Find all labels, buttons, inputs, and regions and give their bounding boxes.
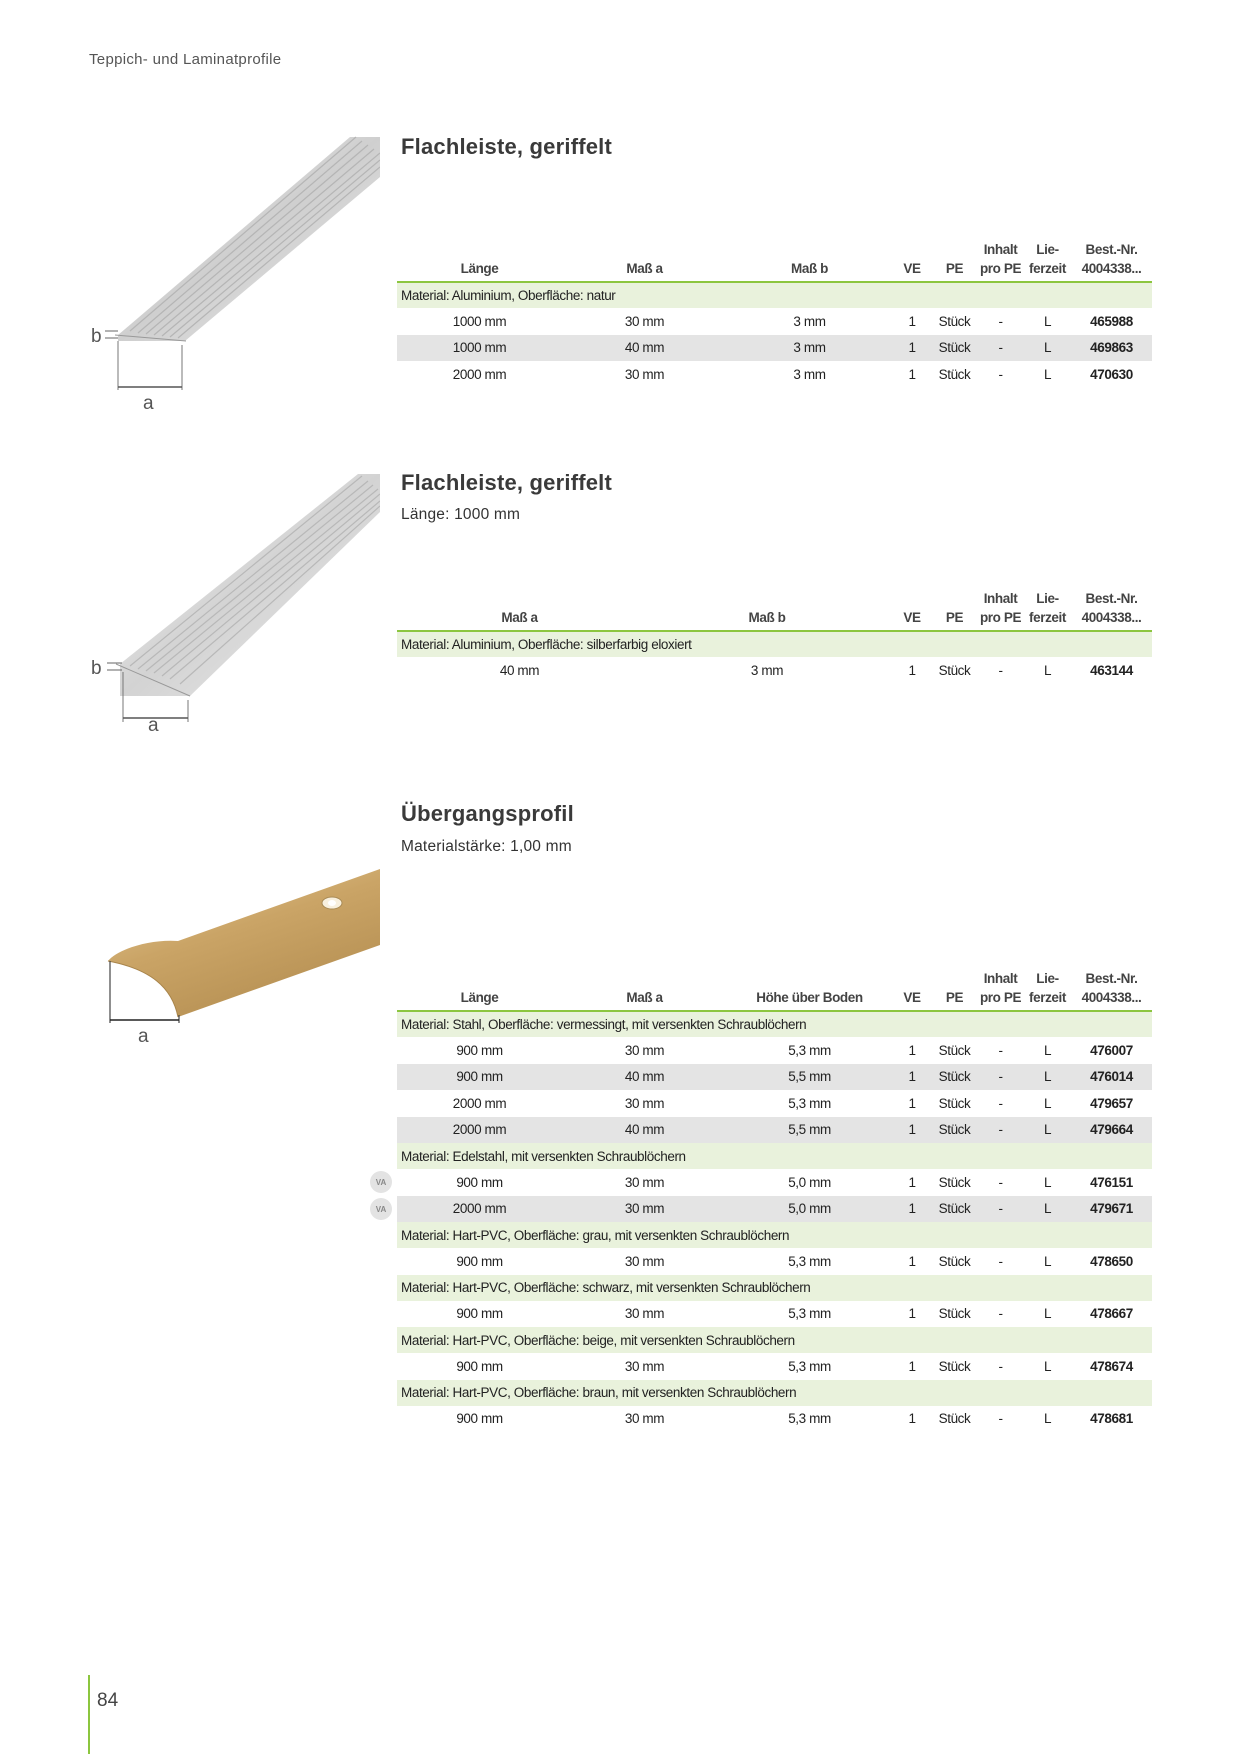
va-badge: VA <box>370 1171 392 1193</box>
dim-label-b: b <box>91 326 102 347</box>
table-row: 900 mm 30 mm 5,3 mm 1 Stück - L 478650 <box>456 1253 1133 1269</box>
col-mass-a: Maß a <box>562 969 727 1011</box>
material-row: Material: Aluminium, Oberfläche: silberfarbig eloxiert <box>397 631 1152 657</box>
material-row: Material: Edelstahl, mit versenkten Schraublöchern <box>397 1143 1152 1169</box>
table-row: 1000 mm 40 mm 3 mm 1 Stück - L 469863 <box>397 335 1152 362</box>
dim-label-b: b <box>91 658 102 679</box>
product-subtitle: Materialstärke: 1,00 mm <box>401 838 572 855</box>
material-row: Material: Hart-PVC, Oberfläche: braun, mit versenkten Schraublöchern <box>397 1380 1152 1406</box>
material-row: Material: Stahl, Oberfläche: vermessingt, mit versenkten Schraublöchern <box>397 1011 1152 1037</box>
col-ve: VE <box>892 240 932 282</box>
col-best-nr: Best.-Nr. 4004338... <box>1071 589 1152 631</box>
table-row: 900 mm 30 mm 5,0 mm 1 Stück - L 476151 <box>456 1174 1133 1190</box>
table-row: 2000 mm 40 mm 5,5 mm 1 Stück - L 479664 <box>397 1117 1152 1144</box>
product-title: Übergangsprofil <box>401 801 574 826</box>
table-row: 900 mm 40 mm 5,5 mm 1 Stück - L 476014 <box>397 1064 1152 1091</box>
col-laenge: Länge <box>397 969 562 1011</box>
col-mass-a: Maß a <box>562 240 727 282</box>
table-row: 900 mm 30 mm 5,3 mm 1 Stück - L 478674 <box>456 1358 1133 1374</box>
product-title: Flachleiste, geriffelt <box>401 470 613 495</box>
spec-table <box>397 240 1152 388</box>
col-inhalt: Inhalt pro PE <box>977 969 1024 1011</box>
dim-label-a: a <box>138 1026 149 1045</box>
table-row: 2000 mm 30 mm 3 mm 1 Stück - L 470630 <box>452 366 1133 382</box>
table-row: 1000 mm 30 mm 3 mm 1 Stück - L 465988 <box>452 313 1133 329</box>
page-number: 84 <box>97 1690 119 1711</box>
col-lieferzeit: Lie- ferzeit <box>1024 240 1071 282</box>
material-row: Material: Hart-PVC, Oberfläche: schwarz, mit versenkten Schraublöchern <box>397 1275 1152 1301</box>
col-best-nr: Best.-Nr. 4004338... <box>1071 240 1152 282</box>
col-pe: PE <box>932 969 977 1011</box>
product-subtitle: Länge: 1000 mm <box>401 506 521 523</box>
material-row: Material: Aluminium, Oberfläche: natur <box>397 282 1152 308</box>
va-badge: VA <box>370 1198 392 1220</box>
col-mass-a: Maß a <box>397 589 642 631</box>
table-row: 900 mm 30 mm 5,3 mm 1 Stück - L 478681 <box>456 1411 1133 1427</box>
table-row: 900 mm 30 mm 5,3 mm 1 Stück - L 476007 <box>456 1042 1133 1058</box>
product-title: Flachleiste, geriffelt <box>401 134 613 159</box>
col-inhalt: Inhalt pro PE <box>977 240 1024 282</box>
col-best-nr: Best.-Nr. 4004338... <box>1071 969 1152 1011</box>
col-laenge: Länge <box>397 240 562 282</box>
spec-table <box>397 589 1152 684</box>
table-row: 900 mm 30 mm 5,3 mm 1 Stück - L 478667 <box>456 1306 1133 1322</box>
col-hoehe: Höhe über Boden <box>727 969 892 1011</box>
running-head: Teppich- und Laminatprofile <box>89 51 282 68</box>
page-number-rule <box>88 1675 90 1754</box>
product-image-flachleiste-eloxiert <box>90 472 380 747</box>
col-ve: VE <box>892 969 932 1011</box>
material-row: Material: Hart-PVC, Oberfläche: grau, mit versenkten Schraublöchern <box>397 1222 1152 1248</box>
col-pe: PE <box>932 589 977 631</box>
product-image-flachleiste-natur <box>90 135 380 410</box>
col-pe: PE <box>932 240 977 282</box>
product-image-uebergangsprofil <box>90 865 380 1045</box>
col-inhalt: Inhalt pro PE <box>977 589 1024 631</box>
table-row: 2000 mm 30 mm 5,0 mm 1 Stück - L 479671 <box>397 1196 1152 1223</box>
table-row: 40 mm 3 mm 1 Stück - L 463144 <box>499 662 1133 678</box>
col-mass-b: Maß b <box>727 240 892 282</box>
col-lieferzeit: Lie- ferzeit <box>1024 969 1071 1011</box>
dim-label-a: a <box>148 715 159 736</box>
dim-label-a: a <box>143 393 154 410</box>
col-ve: VE <box>892 589 932 631</box>
col-lieferzeit: Lie- ferzeit <box>1024 589 1071 631</box>
table-row: 2000 mm 30 mm 5,3 mm 1 Stück - L 479657 <box>452 1095 1133 1111</box>
material-row: Material: Hart-PVC, Oberfläche: beige, mit versenkten Schraublöchern <box>397 1327 1152 1353</box>
spec-table <box>397 969 1152 1432</box>
col-mass-b: Maß b <box>642 589 892 631</box>
